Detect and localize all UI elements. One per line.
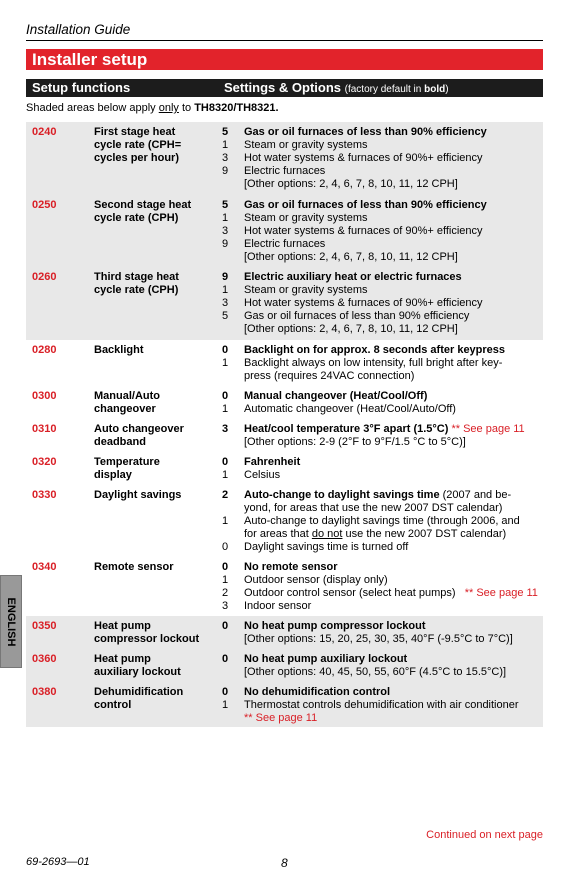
function-name: Manual/Auto changeover [94,390,160,415]
option: 3 Hot water systems & furnaces of 90%+ efficiency [222,297,483,309]
options-list [216,686,541,725]
function-code: 0260 [32,271,57,283]
option: 1 Celsius [222,469,281,481]
function-code: 0350 [32,620,57,632]
options-list [216,489,541,554]
option-default: 0 Manual changeover (Heat/Cool/Off) [222,390,428,402]
function-name: Temperature display [94,456,160,481]
function-name: Third stage heat cycle rate (CPH) [94,271,179,296]
option-default: 2 Auto-change to daylight savings time (2007 and be- [222,489,512,501]
see-page-reference: ** See page 11 [448,423,525,435]
function-code: 0340 [32,561,57,573]
function-code: 0240 [32,126,57,138]
table-row [26,682,543,727]
table-row [26,386,543,419]
function-code: 0330 [32,489,57,501]
function-code: 0300 [32,390,57,402]
table-row [26,419,543,452]
option-default: 0 No remote sensor [222,561,338,573]
option: 1 Outdoor sensor (display only) [222,574,388,586]
function-name: Remote sensor [94,561,174,573]
see-page-reference: ** See page 11 [244,712,318,724]
function-code: 0380 [32,686,57,698]
option: [Other options: 15, 20, 25, 30, 35, 40°F (-9.5°C to 7°C)] [244,633,513,645]
section-title: Installer setup [26,49,543,70]
option: 2 Outdoor control sensor (select heat pumps) ** See page 11 [222,587,538,599]
option: 5 Gas or oil furnaces of less than 90% efficiency [222,310,470,322]
table-row [26,195,543,267]
option: yond, for areas that use the new 2007 DST calendar) [244,502,503,514]
table-row [26,340,543,386]
table-row [26,267,543,340]
document-number: 69-2693—01 [26,856,90,868]
option: [Other options: 40, 45, 50, 55, 60°F (4.5°C to 15.5°C)] [244,666,507,678]
option-default: 0 No heat pump compressor lockout [222,620,426,632]
continued-note: Continued on next page [426,829,543,841]
table-row [26,649,543,682]
function-name: Dehumidification control [94,686,184,711]
function-name: Second stage heat cycle rate (CPH) [94,199,192,224]
options-list [216,456,541,482]
option: 1 Thermostat controls dehumidification with air conditioner [222,699,519,711]
option: [Other options: 2-9 (2°F to 9°F/1.5 °C to 5°C)] [244,436,466,448]
option: for areas that do not use the new 2007 DST calendar) [244,528,507,540]
column-header-bar [26,79,543,97]
function-code: 0320 [32,456,57,468]
function-code: 0250 [32,199,57,211]
table-row [26,616,543,649]
function-name: First stage heat cycle rate (CPH= cycles per hour) [94,126,182,164]
option-default: 0 No dehumidification control [222,686,391,698]
option-default: 0 No heat pump auxiliary lockout [222,653,408,665]
options-list [216,653,541,679]
header-rule [26,40,543,41]
option: 1 Steam or gravity systems [222,139,368,151]
page-number: 8 [281,856,288,870]
option: press (requires 24VAC connection) [244,370,415,382]
table-row [26,557,543,616]
option: 3 Hot water systems & furnaces of 90%+ efficiency [222,152,483,164]
options-list [216,344,541,383]
guide-title: Installation Guide [26,22,131,37]
option: 9 Electric furnaces [222,238,326,250]
function-name: Auto changeover deadband [94,423,184,448]
function-code: 0310 [32,423,57,435]
shaded-note: Shaded areas below apply only to TH8320/TH8321. [26,102,279,114]
option: 3 Hot water systems & furnaces of 90%+ efficiency [222,225,483,237]
function-name: Heat pump auxiliary lockout [94,653,181,678]
function-name: Daylight savings [94,489,182,501]
table-row [26,122,543,195]
option: [Other options: 2, 4, 6, 7, 8, 10, 11, 12 CPH] [244,323,458,335]
option: 3 Indoor sensor [222,600,312,612]
function-name: Backlight [94,344,144,356]
option: 9 Electric furnaces [222,165,326,177]
option: 1 Auto-change to daylight savings time (through 2006, and [222,515,520,527]
see-page-reference: ** See page 11 [455,587,538,599]
option: 0 Daylight savings time is turned off [222,541,409,553]
options-list [216,271,541,336]
options-list [216,126,541,191]
option: 1 Steam or gravity systems [222,284,368,296]
function-code: 0360 [32,653,57,665]
option: 1 Automatic changeover (Heat/Cool/Auto/Off) [222,403,456,415]
function-name: Heat pump compressor lockout [94,620,200,645]
option-default: 0 Backlight on for approx. 8 seconds after keypress [222,344,506,356]
settings-options-header: Settings & Options (factory default in bold) [224,80,449,95]
options-list [216,199,541,264]
setup-functions-header: Setup functions [32,80,131,95]
option-default: 5 Gas or oil furnaces of less than 90% efficiency [222,126,487,138]
language-side-tab: ENGLISH [0,575,22,668]
option-default: 9 Electric auxiliary heat or electric furnaces [222,271,462,283]
table-row [26,485,543,557]
option: [Other options: 2, 4, 6, 7, 8, 10, 11, 12 CPH] [244,178,458,190]
options-list [216,423,541,449]
options-list [216,561,541,613]
options-list [216,390,541,416]
options-list [216,620,541,646]
option: 1 Steam or gravity systems [222,212,368,224]
option-default: 0 Fahrenheit [222,456,301,468]
option-default: 3 Heat/cool temperature 3°F apart (1.5°C) ** See page 11 [222,423,525,435]
option: [Other options: 2, 4, 6, 7, 8, 10, 11, 12 CPH] [244,251,458,263]
option-default: 5 Gas or oil furnaces of less than 90% efficiency [222,199,487,211]
function-code: 0280 [32,344,57,356]
table-row [26,452,543,485]
option: 1 Backlight always on low intensity, full bright after key- [222,357,503,369]
setup-table [26,122,543,727]
option [216,712,541,725]
